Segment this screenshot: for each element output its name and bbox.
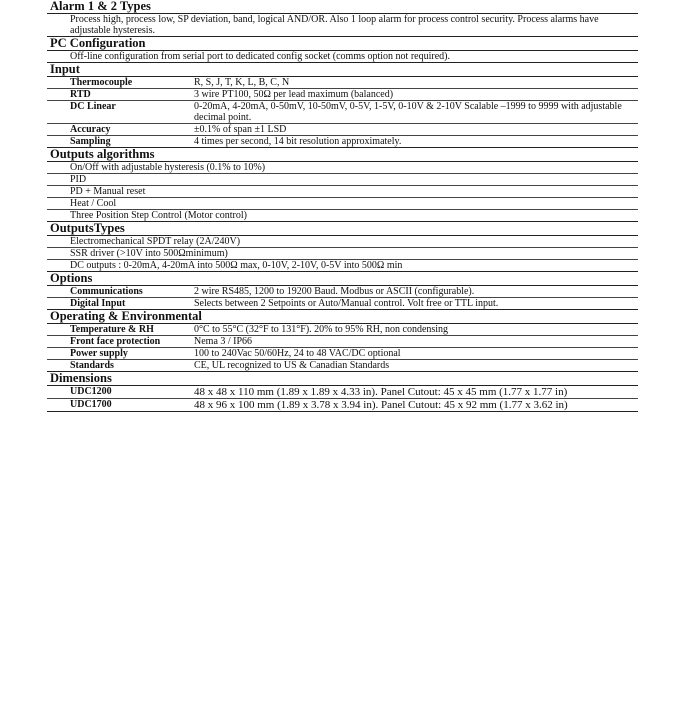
section-title: PC Configuration [50,36,146,50]
spec-value: 48 x 96 x 100 mm (1.89 x 3.78 x 3.94 in). Panel Cutout: 45 x 92 mm (1.77 x 3.62 in) [194,399,568,411]
spec-row [47,335,638,347]
spec-text: Off-line configuration from serial port to dedicated config socket (comms option not required). [70,51,450,62]
spec-row [47,359,638,371]
spec-row [47,100,638,123]
spec-value: R, S, J, T, K, L, B, C, N [194,77,290,88]
section-title: Alarm 1 & 2 Types [50,0,151,13]
spec-text: On/Off with adjustable hysteresis (0.1% to 10%) [70,162,266,173]
spec-row [47,286,638,297]
spec-key: Digital Input [70,298,126,309]
spec-row [47,236,638,247]
spec-text: PD + Manual reset [70,186,146,197]
spec-value: Selects between 2 Setpoints or Auto/Manual control. Volt free or TTL input. [194,298,499,309]
spec-row [47,247,638,259]
section-pc-configuration [47,37,638,63]
spec-key: Communications [70,286,143,297]
section-dimensions [47,372,638,412]
spec-value: 48 x 48 x 110 mm (1.89 x 1.89 x 4.33 in). Panel Cutout: 45 x 45 mm (1.77 x 1.77 in) [194,386,568,398]
spec-value: Nema 3 / IP66 [194,336,253,347]
section-outputs-algorithms [47,148,638,222]
spec-key: Temperature & RH [70,324,154,335]
spec-row [47,209,638,221]
section-title: Operating & Environmental [50,309,202,323]
spec-value: 2 wire RS485, 1200 to 19200 Baud. Modbus or ASCII (configurable). [194,286,475,297]
spec-text: Three Position Step Control (Motor control) [70,210,247,221]
spec-row [47,297,638,309]
spec-key: UDC1700 [70,399,112,410]
spec-row [47,324,638,335]
spec-value: ±0.1% of span ±1 LSD [194,124,287,135]
section-operating-environmental [47,310,638,372]
spec-value: 0-20mA, 4-20mA, 0-50mV, 10-50mV, 0-5V, 1-5V, 0-10V & 2-10V Scalable –1999 to 9999 with adjustable decimal point. [194,101,622,123]
spec-row [47,162,638,173]
spec-key: Accuracy [70,124,111,135]
spec-row [47,185,638,197]
spec-row [47,398,638,411]
spec-row [47,386,638,398]
spec-row [47,77,638,88]
section-outputs-types [47,222,638,272]
section-input [47,63,638,148]
spec-row [47,51,638,62]
spec-row [47,173,638,185]
spec-text: Electromechanical SPDT relay (2A/240V) [70,236,241,247]
spec-key: Standards [70,360,114,371]
spec-value: CE, UL recognized to US & Canadian Standards [194,360,390,371]
section-options [47,272,638,310]
spec-key: Front face protection [70,336,161,347]
spec-text: SSR driver (>10V into 500Ωminimum) [70,248,228,259]
spec-key: Thermocouple [70,77,133,88]
spec-row [47,14,638,36]
spec-row [47,347,638,359]
spec-text: Process high, process low, SP deviation, band, logical AND/OR. Also 1 loop alarm for process control security. Process alarms have adjustable hysteresis. [70,14,599,36]
spec-value: 100 to 240Vac 50/60Hz, 24 to 48 VAC/DC optional [194,348,401,359]
section-title: Dimensions [50,371,112,385]
spec-sheet [47,0,638,412]
section-title: Input [50,62,80,76]
spec-key: Sampling [70,136,111,147]
spec-key: RTD [70,89,91,100]
section-alarm [47,0,638,37]
section-title: OutputsTypes [50,221,125,235]
section-title: Options [50,271,93,285]
spec-row [47,259,638,271]
spec-row [47,135,638,147]
spec-key: Power supply [70,348,128,359]
section-title: Outputs algorithms [50,147,155,161]
spec-row [47,123,638,135]
spec-row [47,88,638,100]
spec-text: PID [70,174,87,185]
spec-key: UDC1200 [70,386,112,397]
spec-value: 3 wire PT100, 50Ω per lead maximum (balanced) [194,89,394,100]
spec-key: DC Linear [70,101,116,112]
spec-text: Heat / Cool [70,198,117,209]
spec-row [47,197,638,209]
spec-value: 0°C to 55°C (32°F to 131°F). 20% to 95% RH, non condensing [194,324,449,335]
spec-value: 4 times per second, 14 bit resolution approximately. [194,136,402,147]
spec-text: DC outputs : 0-20mA, 4-20mA into 500Ω max, 0-10V, 2-10V, 0-5V into 500Ω min [70,260,403,271]
